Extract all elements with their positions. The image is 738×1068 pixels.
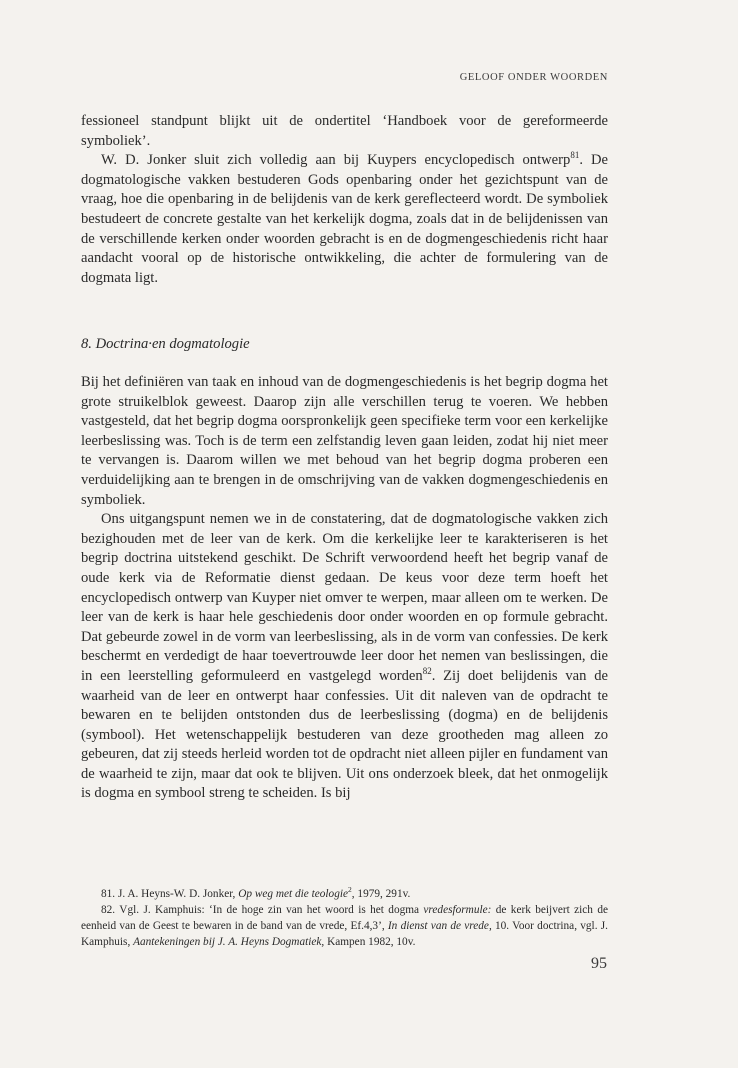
- body-text-top: [81, 112, 608, 288]
- footnote-text: de kerk beijvert zich de eenheid van de Geest te bewaren in de band van de vrede, Ef.4,3’,: [81, 904, 608, 932]
- footnote-82: [81, 902, 608, 950]
- footnote-title: Op weg met die teologie: [238, 888, 349, 900]
- paragraph: [81, 151, 608, 288]
- footnote-text: Kampen 1982, 10v.: [324, 936, 416, 948]
- footnote-text: 10. Voor doctrina, vgl. J. Kamphuis,: [81, 920, 608, 948]
- paragraph-text: W. D. Jonker sluit zich volledig aan bij Kuypers encyclopedisch ontwerp: [101, 152, 571, 169]
- footnote-text: , 1979, 291v.: [351, 888, 411, 900]
- footnote-text: 82. Vgl. J. Kamphuis: ‘In de hoge zin van het woord is het dogma: [101, 904, 424, 916]
- section-heading: 8. Doctrina·en dogmatologie: [81, 336, 250, 352]
- page-number: 95: [591, 955, 607, 972]
- footnote-title: Aantekeningen bij J. A. Heyns Dogmatiek,: [133, 936, 325, 948]
- footnote-81: [81, 886, 608, 902]
- footnote-ref-82: 82: [422, 666, 432, 677]
- footnote-emphasis: vredesformule:: [423, 904, 492, 916]
- paragraph-text: . Zij doet belijdenis van de waarheid van de leer en ontwerpt haar confessies. Uit dit naleven van de opdracht te bewaren en te belijden ontstonden dus de leerbeslissing (dogma) en de belijdenis (symbool). Het wetenschappelijk bestuderen van deze grootheden mag alleen zo gebeuren, dat zij steeds herleid worden tot de opdracht niet alleen pijler en fundament van de waarheid te zijn, maar dat ook te blijven. Uit ons onderzoek bleek, dat het onmogelijk is dogma en symbool streng te scheiden. Is bij: [81, 667, 608, 802]
- section-body: [81, 373, 608, 804]
- running-head: GELOOF ONDER WOORDEN: [459, 72, 608, 83]
- paragraph-text: Ons uitgangspunt nemen we in de constatering, dat de dogmatologische vakken zich bezighouden met de leer van de kerk. Om die kerkelijke leer te karakteriseren is het begrip doctrina uitstekend geschikt. De Schrift verwoordend heeft het begrip vanaf de oude kerk via de Reformatie dienst gedaan. De keus voor deze term hoeft het encyclopedisch ontwerp van Kuyper niet omver te werpen, maar alleen om te werken. De leer van de kerk is haar hele geschiedenis door onder woorden en op formule gebracht. Dat gebeurde zowel in de vorm van leerbeslissing, als in de vorm van confessies. De kerk beschermt en verdedigt de haar toevertrouwde leer door het nemen van beslissingen, die in een leerstelling geformuleerd en vastgelegd worden: [81, 511, 608, 684]
- footnote-ref-81: 81: [570, 150, 580, 161]
- footnote-title: In dienst van de vrede,: [387, 920, 492, 932]
- paragraph: Bij het definiëren van taak en inhoud van de dogmengeschiedenis is het begrip dogma het grote struikelblok geweest. Daarop zijn alle verschillen terug te voeren. We hebben vastgesteld, dat het begrip dogma oorspronkelijk geen specifieke term voor een kerkelijke leerbeslissing was. Toch is de term een zelfstandig leven gaan leiden, zodat hij niet meer te vervangen is. Daarom willen we met behoud van het begrip dogma proberen een verduidelijking aan te brengen in de omschrijving van de vakken dogmengeschiedenis en symboliek.: [81, 374, 608, 508]
- paragraph-text: . De dogmatologische vakken bestuderen Gods openbaring onder het gezichtspunt van de vraag, hoe die openbaring in de belijdenis van de kerk gereflecteerd wordt. De symboliek bestudeert de concrete gestalte van het kerkelijk dogma, zoals dat in de belijdenissen van de verschillende kerken onder woorden gebracht is en de dogmengeschiedenis richt haar aandacht vooral op de historische ontwikkeling, die achter de formulering van de dogmata ligt.: [81, 152, 608, 286]
- paragraph: [81, 510, 608, 804]
- paragraph: fessioneel standpunt blijkt uit de ondertitel ‘Handboek voor de gereformeerde symboliek’.: [81, 113, 608, 149]
- footnote-text: 81. J. A. Heyns-W. D. Jonker,: [101, 888, 239, 900]
- edition-superscript: 2: [348, 885, 352, 895]
- footnotes: [81, 886, 608, 950]
